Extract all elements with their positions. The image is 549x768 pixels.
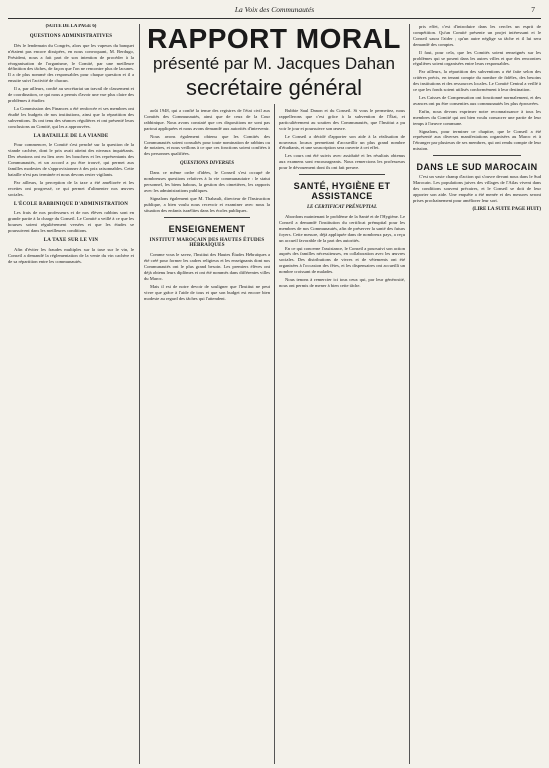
column-1	[8, 24, 134, 764]
column-2-body	[144, 108, 270, 764]
section-heading: LA TAXE SUR LE VIN	[43, 238, 99, 244]
paragraph: pris effet, c'est d'introduire dans les cercles un esprit de compétition. Qu'un Comité présente un projet intéressant et le Conseil saura l'aider ; qu'un autre néglige sa tâche et il lui sera demandé des comptes.	[413, 24, 541, 47]
column-3-body	[279, 108, 405, 764]
column-2	[144, 24, 270, 764]
paragraph: Par ailleurs, la répartition des subventions a été faite selon des critères précis, en tenant compte du nombre de fidèles, des besoins des institutions et des ressources locales. Le Comité Central a veillé à ce que les fonds soient utilisés conformément à leur destination.	[413, 69, 541, 93]
section-heading: LA BATAILLE DE LA VIANDE	[33, 133, 109, 139]
divider	[299, 174, 385, 175]
paragraph: Comme vous le savez, l'Institut des Hautes Études Hébraïques a été créé pour former les cadres religieux et les enseignants dont nos Communautés ont le plus grand besoin. Les premiers élèves ont déjà obtenu leurs diplômes et ont été nommés dans différentes villes du Maroc.	[144, 252, 270, 281]
paragraph: Les Caisses de Compensation ont fonctionné normalement, et des avances ont pu être consenties aux communautés les plus éprouvées.	[413, 94, 541, 106]
paragraph: Il faut, pour cela, que les Comités soient renseignés sur les problèmes qui se posent dans les autres villes et que des rencontres régulières soient organisées entre leurs responsables.	[413, 49, 541, 67]
section-title-sante: SANTÉ, HYGIÈNE ET ASSISTANCE	[293, 181, 391, 202]
paragraph: Signalons également que M. Thabault, directeur de l'Instruction publique, a bien voulu nous recevoir et examiner avec nous la situation des enfants israélites dans les écoles publiques.	[144, 195, 270, 213]
section-heading: QUESTIONS DIVERSES	[179, 161, 235, 167]
section-title-sud-marocain: DANS LE SUD MAROCAIN	[416, 162, 538, 173]
column-rule	[274, 104, 275, 764]
section-subheading: INSTITUT MAROCAIN DES HAUTES ÉTUDES HÉBRAÏQUES	[149, 237, 265, 249]
newspaper-page	[8, 4, 541, 764]
continuation-note: (SUITE DE LA PAGE 6)	[45, 24, 97, 29]
paragraph: Dans ce même ordre d'idées, le Conseil s'est occupé de nombreuses questions relatives à la vie communautaire : le statut personnel, les biens habous, la gestion des cimetières, les rapports avec les administrations publiques.	[144, 170, 270, 193]
paragraph: Enfin, nous devons exprimer notre reconnaissance à tous les membres du Comité qui ont bien voulu consacrer une partie de leur temps à l'œuvre commune.	[413, 108, 541, 126]
paragraph: Il a, par ailleurs, confié au secrétariat un travail de classement et de coordination, ce qui nous a permis d'avoir une vue plus claire des problèmes à étudier.	[8, 86, 134, 103]
paragraph: Pour commencer, le Comité s'est penché sur la question de la viande cachère, dont le prix avait atteint des niveaux inquiétants. Des réunions ont eu lieu avec les bouchers et les représentants des Communautés, et un accord a pu être trouvé, qui permet aux familles modestes de s'approvisionner à des prix raisonnables. Cette bataille n'est pas terminée et nous devons rester vigilants.	[8, 142, 134, 177]
paragraph: Par ailleurs, la perception de la taxe a été améliorée et les recettes ont progressé, ce qui permet d'alimenter nos œuvres sociales.	[8, 179, 134, 197]
paragraph: Les cours ont été suivis avec assiduité et les résultats obtenus aux examens sont encourageants. Nous remercions les professeurs pour le dévouement dont ils ont fait preuve.	[279, 153, 405, 171]
paragraph: La Commission des Finances a été renforcée et ses membres ont étudié les budgets de nos institutions, ainsi que la répartition des subventions. Ils ont tenu des séances régulières et ont présenté leurs conclusions au Comité, qui les a approuvées.	[8, 105, 134, 129]
column-4	[413, 24, 541, 764]
section-title-enseignement: ENSEIGNEMENT	[168, 223, 246, 234]
running-title: La Voix des Communautés	[234, 5, 315, 14]
running-header	[8, 4, 541, 19]
paragraph: Afin d'éviter les fraudes multiples sur la taxe sur le vin, le Conseil a demandé la réglementation de la vente du vin cachère et de sa répartition entre les communautés.	[8, 247, 134, 264]
article-headline	[138, 24, 410, 102]
page-number: 7	[531, 5, 535, 14]
column-rule	[139, 24, 140, 764]
headline-role: secrétaire général	[185, 75, 363, 100]
paragraph: Nous avons également obtenu que les Comités des Communautés soient consultés pour toute nomination de rabbins ou de notaires, et nous veillons à ce que ces fonctions soient confiées à des personnes qualifiées.	[144, 133, 270, 157]
paragraph: Le Conseil a décidé d'apporter son aide à la réalisation de nouveaux locaux permettant d'accueillir un plus grand nombre d'étudiants, et une souscription sera ouverte à cet effet.	[279, 133, 405, 151]
paragraph: C'est un vaste champ d'action qui s'ouvre devant nous dans le Sud Marocain. Les populations juives des villages de l'Atlas vivent dans des conditions souvent précaires, et le Conseil se doit de leur apporter son aide. Une enquête a été menée et des mesures seront prises prochainement pour améliorer leur sort.	[413, 174, 541, 203]
paragraph: Les frais de nos professeurs et de nos élèves rabbins sont en grande partie à la charge du Conseil. Le Comité a veillé à ce que les bourses soient régulièrement versées et que les études se poursuivent dans les meilleures conditions.	[8, 210, 134, 234]
column-3	[279, 24, 405, 764]
continued-on-note: (LIRE LA SUITE PAGE HUIT)	[472, 206, 541, 212]
section-subheading: LE CERTIFICAT PRÉNUPTIAL	[306, 205, 377, 211]
section-heading: QUESTIONS ADMINISTRATIVES	[29, 33, 113, 39]
paragraph: Mais il est de notre devoir de souligner que l'Institut ne peut vivre que grâce à l'aide de tous et que son budget est encore bien modeste au regard des tâches qui l'attendent.	[144, 283, 270, 301]
paragraph: Dès le lendemain du Congrès, alors que les vapeurs du banquet n'étaient pas encore dissipées, en nous convoquant, M. Berdugo, Président, nous a fait part de son intention de procéder à la réorganisation de l'organisme, le Comité, par une meilleure définition des tâches, de façon que l'on ne rencontre plus de lacunes. Il a de plus nommé des responsables pour chaque question et il a ensuite suivi l'activité de chacun.	[8, 42, 134, 84]
paragraph: août 1948, qui a confié la tenue des registres de l'état civil aux Comités des Communautés, ainsi que de ceux de la Cour rabbinique. Nous avons constaté que ces dispositions ne sont pas partout appliquées et nous avons demandé aux autorités d'intervenir.	[144, 108, 270, 131]
divider	[433, 155, 521, 156]
column-rule	[409, 24, 410, 764]
section-heading: L'ÉCOLE RABBINIQUE D'ADMINISTRATION	[13, 201, 129, 207]
paragraph: En ce qui concerne l'assistance, le Conseil a poursuivi son action auprès des familles nécessiteuses, en collaboration avec les œuvres sociales. Des distributions de vivres et de vêtements ont été organisées à l'occasion des fêtes, et les dispensaires ont accueilli un nombre croissant de malades.	[279, 245, 405, 275]
paragraph: Bubbie Saul Danon et du Conseil. Si vous le permettez, nous rappellerons que c'est grâce à la subvention de l'État, et particulièrement au soutien des Communautés, que l'Institut a pu voir le jour et poursuivre son œuvre.	[279, 108, 405, 131]
paragraph: Signalons, pour terminer ce chapitre, que le Conseil a été représenté aux diverses manifestations organisées au Maroc et à l'étranger par plusieurs de ses membres, qui ont rendu compte de leur mission.	[413, 128, 541, 152]
paragraph: Nous tenons à remercier ici tous ceux qui, par leur générosité, nous ont permis de mener à bien cette tâche.	[279, 277, 405, 288]
divider	[164, 217, 250, 218]
headline-title: RAPPORT MORAL	[147, 23, 401, 54]
paragraph: Abordons maintenant le problème de la Santé et de l'Hygiène. Le Conseil a demandé l'institution du certificat prénuptial pour les membres de nos Communautés, afin de préserver la santé des futurs foyers. Cette mesure, déjà appliquée dans de nombreux pays, a reçu un accueil favorable de la part des autorités.	[279, 213, 405, 243]
headline-subtitle: présenté par M. Jacques Dahan	[153, 54, 395, 73]
